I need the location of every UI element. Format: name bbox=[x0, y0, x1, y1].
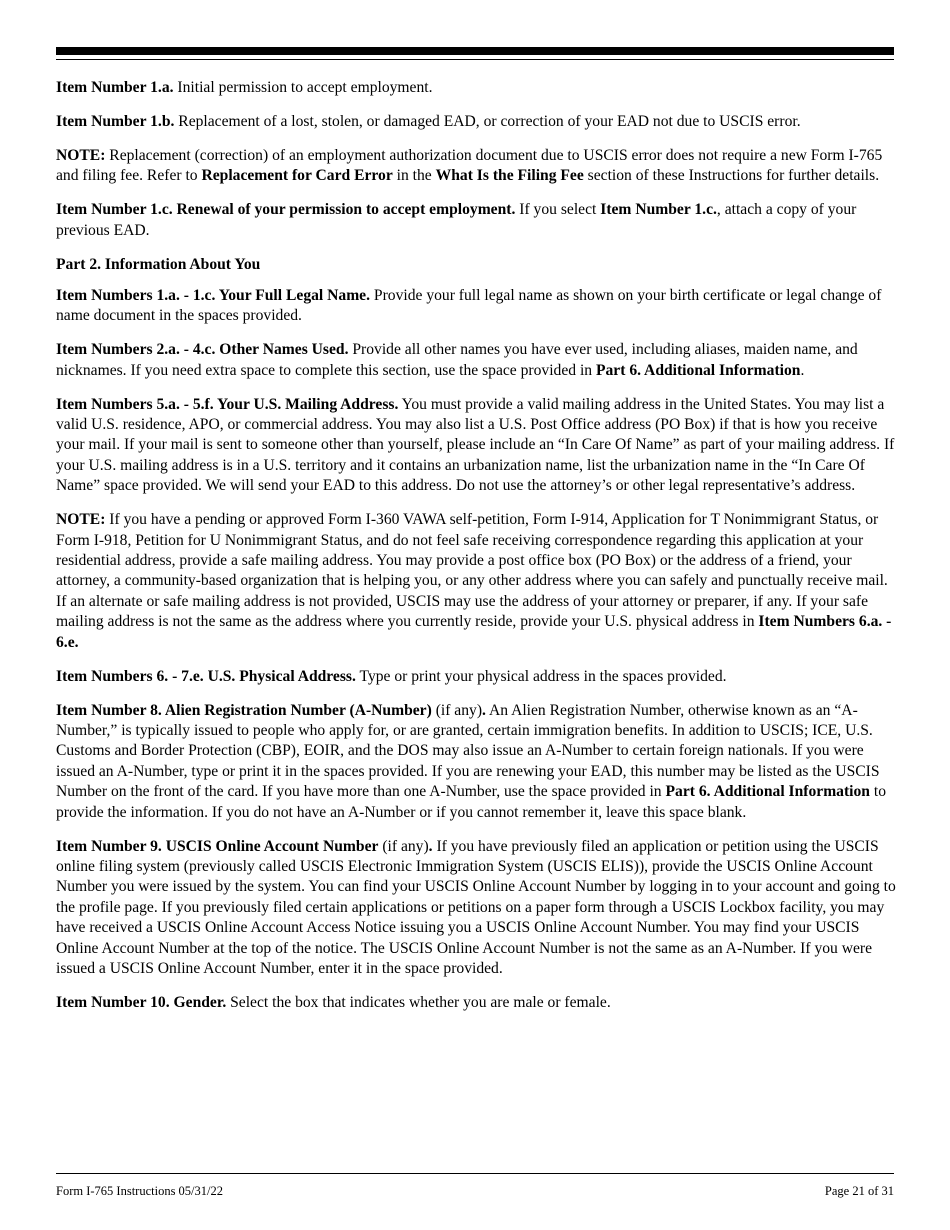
instruction-paragraph bbox=[56, 837, 896, 980]
body-text: An Alien Registration Number, otherwise known as an “A-Number,” is typically issued to people who apply for, or are granted, certain immigration benefits. In addition to USCIS; ICE, U.S. Customs and Border Protection (CBP), EOIR, and the DOS may also issue an A-Number to certain foreign nationals. If you were issued an A-Number, type or print it in the spaces provided. If you are renewing your EAD, this number may be listed as the USCIS Number on the front of the card. If you have more than one A-Number, use the space provided in bbox=[56, 701, 880, 801]
bold-text: . bbox=[428, 837, 433, 855]
body-text: If you select bbox=[515, 201, 601, 219]
instruction-paragraph bbox=[56, 510, 896, 653]
bold-text: Item Numbers 5.a. - 5.f. Your U.S. Mailing Address. bbox=[56, 395, 399, 413]
instruction-paragraph bbox=[56, 667, 896, 687]
page-number: Page 21 of 31 bbox=[824, 1184, 894, 1198]
instruction-paragraph bbox=[56, 146, 896, 187]
bold-text: Item Numbers 1.a. - 1.c. Your Full Legal Name. bbox=[56, 286, 371, 304]
body-text: in the bbox=[392, 167, 436, 185]
instruction-paragraph bbox=[56, 200, 896, 241]
body-text: If you have previously filed an application or petition using the USCIS online filing system (previously called USCIS Electronic Immigration System (USCIS ELIS)), provide the USCIS Online Account Number you were issued by the system. You can find your USCIS Online Account Number by logging in to your account and going to the profile page. If you previously filed certain applications or petitions on a paper form through a USCIS Lockbox facility, you may have received a USCIS Online Account Access Notice issuing you a USCIS Online Account Number. You may find your USCIS Online Account Number at the top of the notice. The USCIS Online Account Number is not the same as an A-Number. If you were issued a USCIS Online Account Number, enter it in the space provided. bbox=[56, 837, 896, 978]
body-text: Provide all other names you have ever used, including aliases, maiden name, and nicknames. If you need extra space to complete this section, use the space provided in bbox=[56, 341, 858, 379]
bold-text: Item Numbers 6.a. - 6.e. bbox=[56, 613, 892, 651]
body-text: section of these Instructions for further details. bbox=[583, 167, 880, 185]
body-text: You must provide a valid mailing address in the United States. You may list a valid U.S. residence, APO, or commercial address. You may also list a U.S. Post Office address (PO Box) if that is how you receive your mail. If your mail is sent to someone other than yourself, please include an “In Care Of Name” as part of your mailing address. If your U.S. mailing address is in a U.S. territory and it contains an urbanization name, list the urbanization name in the “In Care Of Name” space provided. We will send your EAD to this address. Do not use the attorney’s or other legal representative’s address. bbox=[56, 395, 895, 495]
instruction-paragraph bbox=[56, 701, 896, 823]
instruction-paragraph bbox=[56, 286, 896, 327]
bold-text: Item Number 10. Gender. bbox=[56, 994, 227, 1012]
header-thin-rule bbox=[56, 59, 894, 60]
body-text: Type or print your physical address in the spaces provided. bbox=[355, 667, 727, 685]
bold-text: Item Number 1.a. bbox=[56, 79, 174, 96]
header-thick-rule bbox=[56, 47, 894, 55]
bold-text: . bbox=[482, 701, 486, 719]
body-text: , attach a copy of your previous EAD. bbox=[56, 201, 857, 239]
body-text: (if any) bbox=[378, 837, 429, 855]
bold-text: Item Number 1.c. Renewal of your permission to accept employment. bbox=[56, 201, 516, 219]
bold-text: NOTE: bbox=[56, 147, 106, 164]
body-text: (if any) bbox=[431, 701, 483, 719]
bold-text: NOTE: bbox=[56, 511, 106, 529]
bold-text: What Is the Filing Fee bbox=[435, 167, 584, 185]
bold-text: Item Number 1.b. bbox=[56, 113, 175, 130]
body-text: Initial permission to accept employment. bbox=[173, 79, 433, 96]
bold-text: Part 6. Additional Information bbox=[665, 783, 870, 801]
bold-text: Part 2. Information About You bbox=[56, 255, 261, 273]
body-text: to provide the information. If you do not have an A-Number or if you cannot remember it, leave this space blank. bbox=[56, 783, 887, 821]
bold-text: Item Number 8. Alien Registration Number (A-Number) bbox=[56, 701, 432, 719]
instructions-body bbox=[56, 78, 896, 1027]
body-text: . bbox=[800, 361, 805, 379]
instruction-paragraph bbox=[56, 340, 896, 381]
instruction-paragraph bbox=[56, 112, 896, 132]
form-edition-label: Form I-765 Instructions 05/31/22 bbox=[56, 1184, 224, 1198]
instruction-paragraph bbox=[56, 993, 896, 1013]
bold-text: Item Number 1.c. bbox=[600, 201, 717, 219]
footer-rule bbox=[56, 1173, 894, 1174]
bold-text: Replacement for Card Error bbox=[201, 167, 393, 185]
bold-text: Item Number 9. USCIS Online Account Number bbox=[56, 837, 379, 855]
bold-text: Part 6. Additional Information bbox=[595, 361, 801, 379]
body-text: If you have a pending or approved Form I-360 VAWA self-petition, Form I-914, Application for T Nonimmigrant Status, or Form I-918, Petition for U Nonimmigrant Status, and do not feel safe receiving correspondence regarding this application at your residential address, provide a safe mailing address. You may provide a post office box (PO Box) or the address of a friend, your attorney, a community-based organization that is helping you, or any other address where you can safely and punctually receive mail. If an alternate or safe mailing address is not provided, USCIS may use the address of your attorney or preparer, if any. If your safe mailing address is not the same as the address where you currently reside, provide your U.S. physical address in bbox=[56, 511, 888, 631]
body-text: Replacement (correction) of an employment authorization document due to USCIS error does not require a new Form I-765 and filing fee. Refer to bbox=[56, 147, 883, 185]
bold-text: Item Numbers 2.a. - 4.c. Other Names Used. bbox=[56, 341, 349, 359]
body-text: Provide your full legal name as shown on your birth certificate or legal change of name document in the spaces provided. bbox=[56, 286, 882, 325]
body-text: Select the box that indicates whether you are male or female. bbox=[226, 994, 611, 1012]
instruction-paragraph bbox=[56, 395, 896, 497]
body-text: Replacement of a lost, stolen, or damaged EAD, or correction of your EAD not due to USCIS error. bbox=[174, 113, 801, 130]
instruction-paragraph bbox=[56, 78, 896, 98]
section-heading bbox=[56, 255, 896, 275]
bold-text: Item Numbers 6. - 7.e. U.S. Physical Address. bbox=[56, 667, 356, 685]
